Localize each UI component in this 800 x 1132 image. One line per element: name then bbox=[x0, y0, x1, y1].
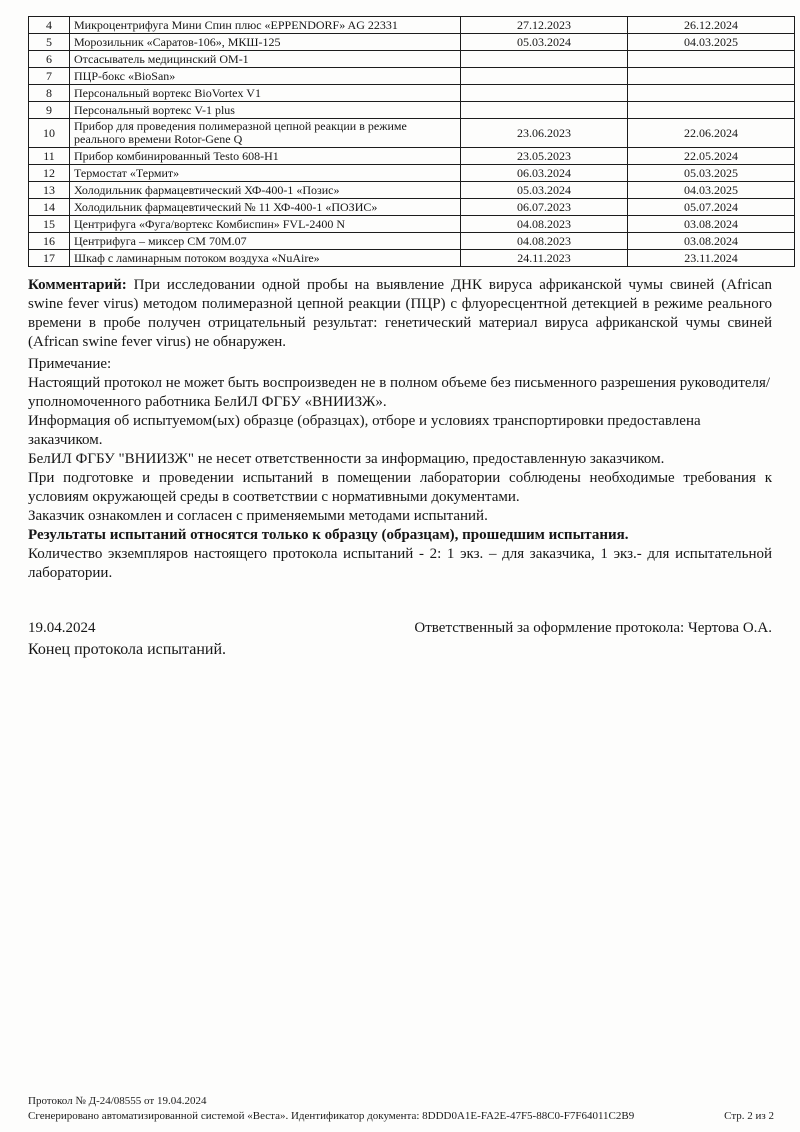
verification-date-cell bbox=[461, 85, 628, 102]
verification-date-cell: 06.07.2023 bbox=[461, 199, 628, 216]
note-paragraph: Заказчик ознакомлен и согласен с применяемыми методами испытаний. bbox=[28, 508, 488, 524]
table-row bbox=[29, 199, 795, 216]
valid-until-date-cell: 03.08.2024 bbox=[628, 216, 795, 233]
equipment-name-cell: Шкаф с ламинарным потоком воздуха «NuAire» bbox=[70, 250, 461, 267]
row-number-cell: 15 bbox=[29, 216, 70, 233]
row-number-cell: 14 bbox=[29, 199, 70, 216]
table-row bbox=[29, 182, 795, 199]
row-number-cell: 17 bbox=[29, 250, 70, 267]
responsible-person: Ответственный за оформление протокола: Чертова О.А. bbox=[414, 620, 772, 636]
verification-date-cell bbox=[461, 68, 628, 85]
footer-page-number: Стр. 2 из 2 bbox=[724, 1109, 774, 1122]
equipment-name-cell: Персональный вортекс BioVortex V1 bbox=[70, 85, 461, 102]
valid-until-date-cell: 05.07.2024 bbox=[628, 199, 795, 216]
table-row bbox=[29, 119, 795, 148]
comment-paragraph bbox=[28, 276, 772, 352]
table-row bbox=[29, 34, 795, 51]
table-row bbox=[29, 250, 795, 267]
row-number-cell: 12 bbox=[29, 165, 70, 182]
equipment-name-cell: ПЦР-бокс «BioSan» bbox=[70, 68, 461, 85]
valid-until-date-cell bbox=[628, 102, 795, 119]
verification-date-cell: 04.08.2023 bbox=[461, 216, 628, 233]
row-number-cell: 4 bbox=[29, 17, 70, 34]
equipment-table bbox=[28, 16, 795, 267]
equipment-name-cell: Холодильник фармацевтический № 11 ХФ-400-1 «ПОЗИС» bbox=[70, 199, 461, 216]
equipment-name-cell: Морозильник «Саратов-106», МКШ-125 bbox=[70, 34, 461, 51]
equipment-name-cell: Термостат «Термит» bbox=[70, 165, 461, 182]
end-of-protocol-text: Конец протокола испытаний. bbox=[28, 641, 227, 658]
note-paragraph: При подготовке и проведении испытаний в помещении лаборатории соблюдены необходимые требования к условиям окружающей среды в соответствии с нормативными документами. bbox=[28, 470, 772, 505]
row-number-cell: 9 bbox=[29, 102, 70, 119]
notes-section bbox=[28, 355, 772, 583]
row-number-cell: 7 bbox=[29, 68, 70, 85]
table-row bbox=[29, 216, 795, 233]
row-number-cell: 5 bbox=[29, 34, 70, 51]
equipment-name-cell: Микроцентрифуга Мини Спин плюс «EPPENDORF» AG 22331 bbox=[70, 17, 461, 34]
valid-until-date-cell bbox=[628, 68, 795, 85]
valid-until-date-cell bbox=[628, 51, 795, 68]
valid-until-date-cell: 04.03.2025 bbox=[628, 182, 795, 199]
equipment-table-body bbox=[29, 17, 795, 267]
verification-date-cell bbox=[461, 51, 628, 68]
comment-text: При исследовании одной пробы на выявление ДНК вируса африканской чумы свиней (African swine fever virus) методом полимеразной цепной реакции (ПЦР) с флуоресцентной детекцией в режиме реального времени в пробе получен отрицательный результат: генетический материал вируса африканской чумы свиней (African swine fever virus) не обнаружен. bbox=[28, 277, 772, 350]
row-number-cell: 13 bbox=[29, 182, 70, 199]
row-number-cell: 6 bbox=[29, 51, 70, 68]
valid-until-date-cell: 03.08.2024 bbox=[628, 233, 795, 250]
equipment-name-cell: Прибор для проведения полимеразной цепной реакции в режиме реального времени Rotor-Gene Q bbox=[70, 119, 461, 148]
row-number-cell: 8 bbox=[29, 85, 70, 102]
equipment-name-cell: Прибор комбинированный Testo 608-H1 bbox=[70, 148, 461, 165]
footer-protocol-number: Протокол № Д-24/08555 от 19.04.2024 bbox=[28, 1095, 207, 1107]
valid-until-date-cell: 23.11.2024 bbox=[628, 250, 795, 267]
table-row bbox=[29, 17, 795, 34]
note-paragraph: Настоящий протокол не может быть воспроизведен не в полном объеме без письменного разрешения руководителя/уполномоченного работника БелИЛ ФГБУ «ВНИИЗЖ». bbox=[28, 375, 771, 410]
comment-label: Комментарий: bbox=[28, 277, 127, 293]
note-paragraph: БелИЛ ФГБУ "ВНИИЗЖ" не несет ответственности за информацию, предоставленную заказчиком. bbox=[28, 451, 665, 467]
valid-until-date-cell: 22.06.2024 bbox=[628, 119, 795, 148]
notes-lines bbox=[28, 374, 772, 583]
row-number-cell: 11 bbox=[29, 148, 70, 165]
valid-until-date-cell: 04.03.2025 bbox=[628, 34, 795, 51]
table-row bbox=[29, 85, 795, 102]
note-paragraph: Количество экземпляров настоящего протокола испытаний - 2: 1 экз. – для заказчика, 1 экз.- для испытательной лаборатории. bbox=[28, 546, 772, 581]
equipment-name-cell: Холодильник фармацевтический ХФ-400-1 «Позис» bbox=[70, 182, 461, 199]
footer-generated-info: Сгенерировано автоматизированной системой «Веста». Идентификатор документа: 8DDD0A1E-FA2E-47F5-88C0-F7F64011C2B9 bbox=[28, 1109, 635, 1122]
verification-date-cell: 24.11.2023 bbox=[461, 250, 628, 267]
equipment-name-cell: Центрифуга «Фуга/вортекс Комбиспин» FVL-2400 N bbox=[70, 216, 461, 233]
equipment-name-cell: Персональный вортекс V-1 plus bbox=[70, 102, 461, 119]
table-row bbox=[29, 51, 795, 68]
verification-date-cell: 23.06.2023 bbox=[461, 119, 628, 148]
table-row bbox=[29, 233, 795, 250]
table-row bbox=[29, 165, 795, 182]
verification-date-cell bbox=[461, 102, 628, 119]
valid-until-date-cell: 05.03.2025 bbox=[628, 165, 795, 182]
verification-date-cell: 05.03.2024 bbox=[461, 34, 628, 51]
equipment-name-cell: Отсасыватель медицинский ОМ-1 bbox=[70, 51, 461, 68]
note-paragraph: Информация об испытуемом(ых) образце (образцах), отборе и условиях транспортировки предоставлена заказчиком. bbox=[28, 413, 701, 448]
table-row bbox=[29, 68, 795, 85]
protocol-date: 19.04.2024 bbox=[28, 620, 96, 636]
document-content bbox=[28, 16, 772, 660]
notes-title: Примечание: bbox=[28, 356, 112, 372]
verification-date-cell: 23.05.2023 bbox=[461, 148, 628, 165]
verification-date-cell: 05.03.2024 bbox=[461, 182, 628, 199]
verification-date-cell: 06.03.2024 bbox=[461, 165, 628, 182]
valid-until-date-cell: 26.12.2024 bbox=[628, 17, 795, 34]
row-number-cell: 16 bbox=[29, 233, 70, 250]
equipment-name-cell: Центрифуга – миксер СМ 70М.07 bbox=[70, 233, 461, 250]
note-paragraph: Результаты испытаний относятся только к образцу (образцам), прошедшим испытания. bbox=[28, 527, 629, 543]
table-row bbox=[29, 102, 795, 119]
verification-date-cell: 27.12.2023 bbox=[461, 17, 628, 34]
page-footer bbox=[28, 1094, 774, 1123]
table-row bbox=[29, 148, 795, 165]
footer-second-row bbox=[28, 1109, 774, 1124]
row-number-cell: 10 bbox=[29, 119, 70, 148]
signature-row bbox=[28, 619, 772, 638]
verification-date-cell: 04.08.2023 bbox=[461, 233, 628, 250]
valid-until-date-cell bbox=[628, 85, 795, 102]
valid-until-date-cell: 22.05.2024 bbox=[628, 148, 795, 165]
